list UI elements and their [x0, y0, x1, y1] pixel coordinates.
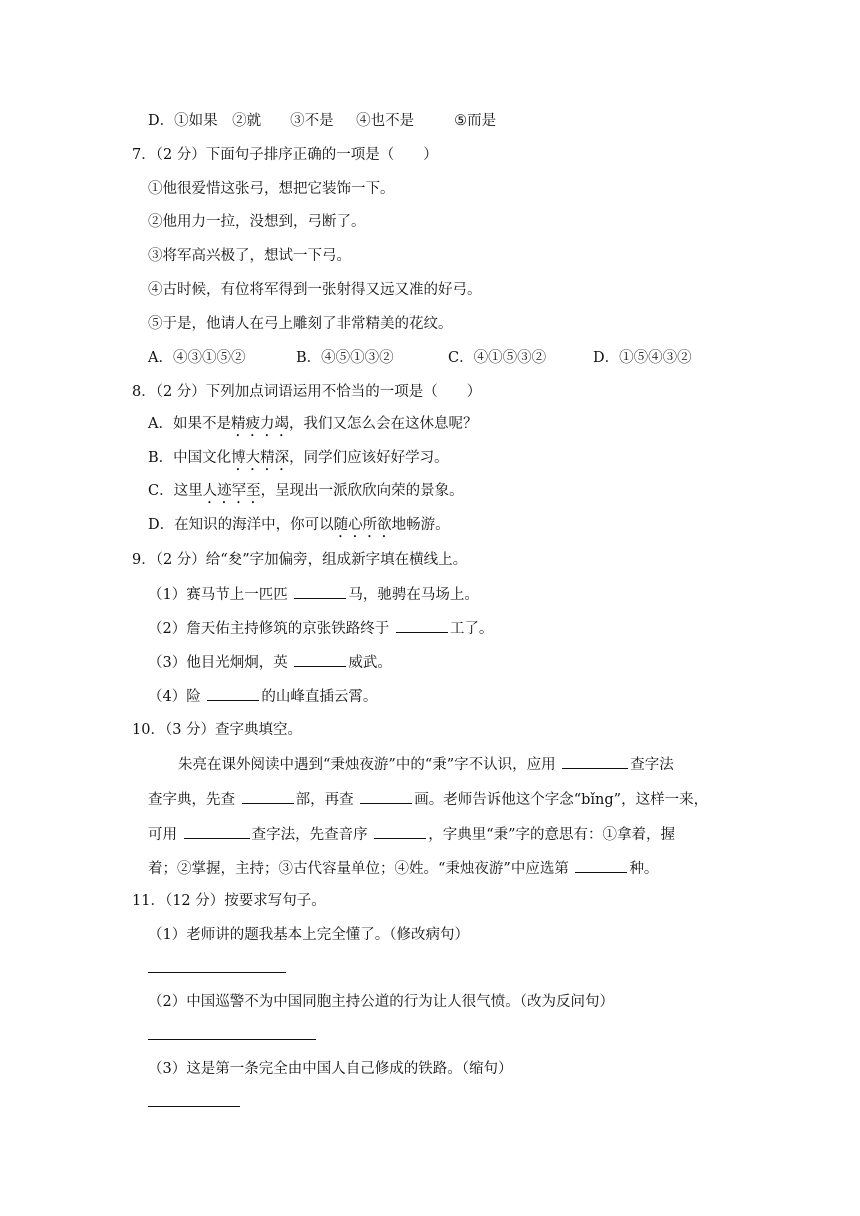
- dotted-word: 精疲力竭: [230, 416, 289, 432]
- q7-option-c[interactable]: C．④①⑤③②: [448, 350, 547, 366]
- option-part: ④也不是: [356, 113, 415, 129]
- answer-line[interactable]: [148, 972, 286, 973]
- paragraph-text: 查字典，先查: [148, 792, 240, 808]
- q11-item: （2）中国巡警不为中国同胞主持公道的行为让人很气愤。（改为反问句）: [148, 994, 614, 1010]
- q8-option-b[interactable]: [148, 448, 449, 474]
- item-text: 马，驰骋在马场上。: [348, 587, 479, 603]
- option-letter: D．: [148, 113, 175, 129]
- paragraph-text: 种。: [629, 861, 659, 877]
- option-part: ②就: [232, 113, 262, 129]
- q7-option-d[interactable]: D．①⑤④③②: [593, 350, 692, 366]
- option-text: ，呈现出一派欣欣向荣的景象。: [260, 483, 464, 499]
- fill-blank[interactable]: [374, 824, 426, 839]
- dotted-word: 人迹罕至: [202, 483, 261, 499]
- fill-blank[interactable]: [575, 858, 627, 873]
- q9-item: [148, 686, 377, 707]
- paragraph-text: 画。老师告诉他这个字念“bǐng”，这样一来，: [414, 792, 709, 808]
- paragraph-text: 查字法，先查音序: [251, 827, 373, 843]
- dotted-word: 随心所欲: [333, 517, 392, 533]
- paragraph-text: 可用: [148, 827, 182, 843]
- fill-blank[interactable]: [294, 652, 346, 667]
- fill-blank[interactable]: [207, 686, 259, 701]
- q11-item: （1）老师讲的题我基本上完全懂了。（修改病句）: [148, 927, 469, 943]
- item-text: 威武。: [348, 655, 392, 671]
- q10-line: [178, 754, 674, 775]
- option-part: ①如果: [174, 113, 218, 129]
- q7-sentence: ③将军高兴极了，想试一下弓。: [148, 248, 351, 264]
- q8-option-a[interactable]: [148, 414, 477, 440]
- option-text: C．这里: [148, 483, 203, 499]
- q7-sentence: ⑤于是，他请人在弓上雕刻了非常精美的花纹。: [148, 316, 453, 332]
- option-part: ③不是: [290, 113, 334, 129]
- item-text: （1）赛马节上一匹匹: [148, 587, 293, 603]
- option-text: A．如果不是: [148, 416, 231, 432]
- answer-line[interactable]: [148, 1106, 240, 1107]
- dotted-word: 博大精深: [231, 450, 290, 466]
- q10-line: [148, 789, 708, 810]
- q8-stem: 8．（2 分）下列加点词语运用不恰当的一项是（ ）: [132, 384, 482, 400]
- q9-item: [148, 584, 479, 605]
- fill-blank[interactable]: [396, 618, 448, 633]
- q10-line: [148, 824, 675, 845]
- q9-stem: 9．（2 分）给“夋”字加偏旁，组成新字填在横线上。: [132, 552, 468, 568]
- q7-sentence: ④古时候，有位将军得到一张射得又远又准的好弓。: [148, 282, 482, 298]
- fill-blank[interactable]: [562, 754, 628, 769]
- q8-option-d[interactable]: [148, 515, 450, 541]
- q7-stem: 7．（2 分）下面句子排序正确的一项是（ ）: [132, 147, 438, 163]
- q9-item: [148, 652, 392, 673]
- item-text: （2）詹天佑主持修筑的京张铁路终于: [148, 621, 394, 637]
- item-text: （3）他目光炯炯，英: [148, 655, 293, 671]
- option-text: ，同学们应该好好学习。: [289, 450, 449, 466]
- option-text: B．中国文化: [148, 450, 232, 466]
- q11-item: （3）这是第一条完全由中国人自己修成的铁路。（缩句）: [148, 1061, 513, 1077]
- q6-option-d: [148, 111, 496, 131]
- paragraph-text: ，字典里“秉”字的意思有：①拿着，握: [428, 827, 676, 843]
- q7-option-b[interactable]: B．④⑤①③②: [296, 350, 394, 366]
- paragraph-text: 朱亮在课外阅读中遇到“秉烛夜游”中的“秉”字不认识，应用: [178, 757, 561, 773]
- item-text: 工了。: [449, 621, 494, 637]
- item-text: 的山峰直插云霄。: [261, 689, 378, 705]
- q7-options: [148, 348, 692, 368]
- fill-blank[interactable]: [360, 789, 412, 804]
- q10-stem: 10．（3 分）查字典填空。: [132, 722, 303, 738]
- fill-blank[interactable]: [242, 789, 294, 804]
- q7-option-a[interactable]: A．④③①⑤②: [148, 350, 246, 366]
- paragraph-text: 查字法: [630, 757, 674, 773]
- paragraph-text: 部，再查: [295, 792, 359, 808]
- item-text: （4）险: [148, 689, 206, 705]
- q7-sentence: ②他用力一拉，没想到，弓断了。: [148, 214, 366, 230]
- q10-line: [148, 858, 658, 879]
- option-text: 地畅游。: [391, 517, 450, 533]
- q9-item: [148, 618, 493, 639]
- option-part: ⑤而是: [454, 113, 497, 129]
- q11-stem: 11．（12 分）按要求写句子。: [132, 893, 326, 909]
- option-text: D．在知识的海洋中，你可以: [148, 517, 334, 533]
- q7-sentence: ①他很爱惜这张弓，想把它装饰一下。: [148, 181, 395, 197]
- q8-option-c[interactable]: [148, 481, 464, 507]
- option-text: ，我们又怎么会在这休息呢？: [288, 416, 478, 432]
- fill-blank[interactable]: [294, 584, 346, 599]
- paragraph-text: 着；②掌握，主持；③古代容量单位；④姓。“秉烛夜游”中应选第: [148, 861, 574, 877]
- answer-line[interactable]: [148, 1039, 316, 1040]
- fill-blank[interactable]: [184, 824, 250, 839]
